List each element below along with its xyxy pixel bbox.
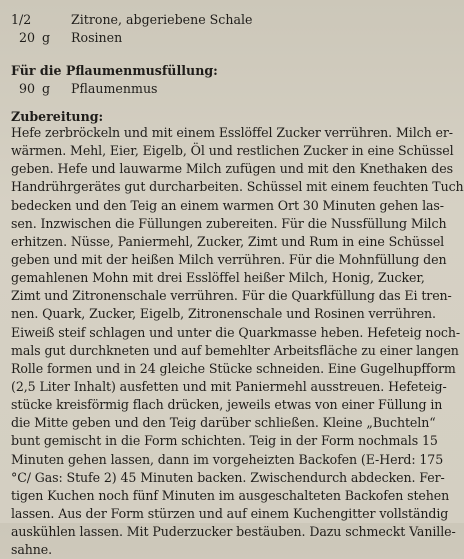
preparation-line: tigen Kuchen noch fünf Minuten im ausgeschalteten Backofen stehen bbox=[11, 487, 450, 503]
preparation-line: sen. Inzwischen die Füllungen zubereiten. Für die Nussfüllung Milch bbox=[11, 215, 447, 231]
preparation-heading: Zubereitung: bbox=[11, 109, 104, 124]
preparation-line: geben und mit der heißen Milch verrühren. Für die Mohnfüllung den bbox=[11, 251, 447, 267]
ingredient-name: Rosinen bbox=[71, 30, 123, 45]
preparation-line: mals gut durchkneten und auf bemehlter Arbeitsfläche zu einer langen bbox=[11, 342, 459, 358]
preparation-line: stücke kreisförmig flach drücken, jeweils etwas von einer Füllung in bbox=[11, 397, 443, 413]
preparation-line: Hefe zerbröckeln und mit einem Esslöffel Zucker verrühren. Milch er- bbox=[11, 125, 453, 140]
ingredient-row bbox=[0, 11, 400, 29]
preparation-line: Eiweiß steif schlagen und unter die Quarkmasse heben. Hefeteig noch- bbox=[11, 324, 461, 340]
ingredient-unit: g bbox=[42, 30, 51, 45]
plum-filling-heading: Für die Pflaumenmusfüllung: bbox=[11, 63, 218, 78]
preparation-line: Handrührgerätes gut durcharbeiten. Schüssel mit einem feuchten Tuch bbox=[11, 179, 464, 195]
ingredient-name: Zitrone, abgeriebene Schale bbox=[71, 12, 253, 27]
preparation-line: gemahlenen Mohn mit drei Esslöffel heißer Milch, Honig, Zucker, bbox=[11, 270, 425, 286]
preparation-line: bunt gemischt in die Form schichten. Teig in der Form nochmals 15 bbox=[11, 433, 438, 449]
preparation-line: bedecken und den Teig an einem warmen Ort 30 Minuten gehen las- bbox=[11, 197, 444, 213]
preparation-line: lassen. Aus der Form stürzen und auf einem Kuchengitter vollständig bbox=[11, 505, 449, 521]
preparation-line: auskühlen lassen. Mit Puderzucker bestäuben. Dazu schmeckt Vanille- bbox=[11, 524, 456, 540]
preparation-line: nen. Quark, Zucker, Eigelb, Zitronenschale und Rosinen verrühren. bbox=[11, 306, 436, 322]
preparation-line: (2,5 Liter Inhalt) ausfetten und mit Paniermehl ausstreuen. Hefeteig- bbox=[11, 378, 447, 394]
preparation-text bbox=[11, 124, 464, 559]
ingredient-unit: g bbox=[42, 81, 51, 96]
ingredient-quantity: 20 bbox=[19, 30, 36, 45]
ingredient-name: Pflaumenmus bbox=[71, 81, 158, 96]
preparation-line: erhitzen. Nüsse, Paniermehl, Zucker, Zimt und Rum in eine Schüssel bbox=[11, 233, 445, 249]
preparation-line: geben. Hefe und lauwarme Milch zufügen und mit den Knethaken des bbox=[11, 161, 453, 177]
preparation-line: die Mitte geben und den Teig darüber schließen. Kleine „Buchteln“ bbox=[11, 415, 436, 431]
preparation-line: Zimt und Zitronenschale verrühren. Für die Quarkfüllung das Ei tren- bbox=[11, 288, 452, 304]
ingredient-quantity: 1/2 bbox=[11, 12, 32, 27]
ingredient-quantity: 90 bbox=[19, 81, 36, 96]
ingredient-row bbox=[0, 80, 400, 98]
preparation-line: wärmen. Mehl, Eier, Eigelb, Öl und restlichen Zucker in eine Schüssel bbox=[11, 143, 454, 159]
preparation-line: Rolle formen und in 24 gleiche Stücke schneiden. Eine Gugelhupfform bbox=[11, 360, 456, 376]
preparation-line: sahne. bbox=[11, 542, 53, 558]
preparation-line: °C/ Gas: Stufe 2) 45 Minuten backen. Zwischendurch abdecken. Fer- bbox=[11, 469, 445, 485]
ingredient-row bbox=[0, 29, 400, 47]
preparation-line: Minuten gehen lassen, dann im vorgeheizten Backofen (E-Herd: 175 bbox=[11, 451, 444, 467]
